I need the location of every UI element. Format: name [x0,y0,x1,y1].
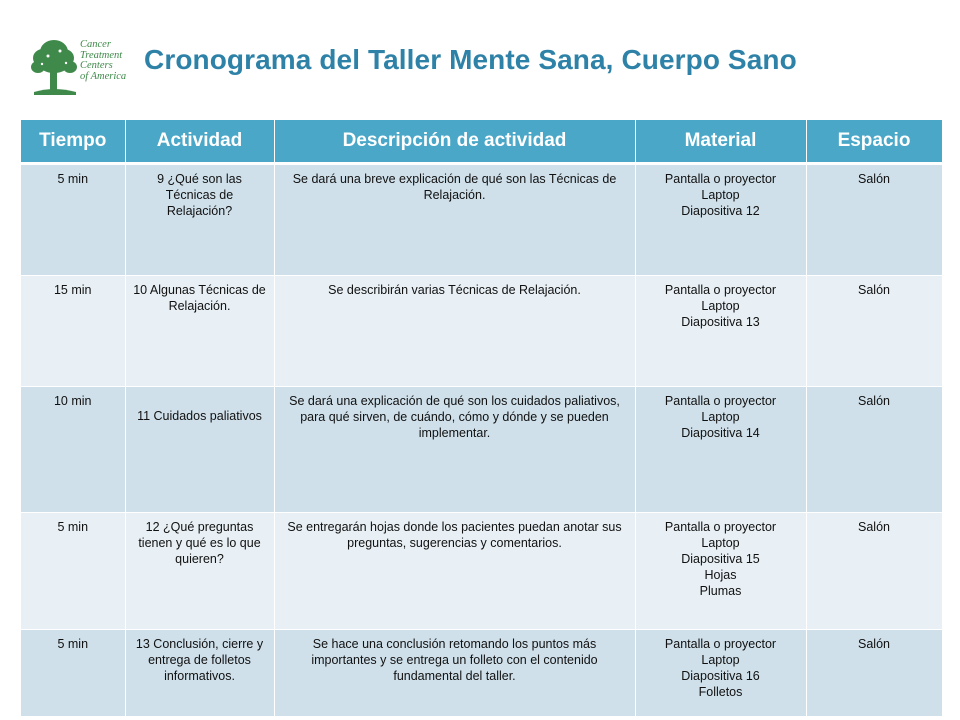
cell-tiempo: 15 min [21,276,125,387]
cell-actividad: 10 Algunas Técnicas de Relajación. [125,276,274,387]
material-item: Pantalla o proyector [664,520,777,534]
cell-tiempo: 10 min [21,387,125,513]
material-item: Plumas [699,584,742,598]
cell-material [635,387,806,513]
organization-logo [28,34,138,100]
cell-tiempo: 5 min [21,164,125,276]
material-item: Laptop [701,536,740,550]
material-item: Pantalla o proyector [664,637,777,651]
material-item: Diapositiva 16 [681,669,760,683]
material-item: Diapositiva 15 [681,552,760,566]
header-material: Material [635,120,806,164]
cell-descripcion: Se describirán varias Técnicas de Relajación. [274,276,635,387]
table-header-row [21,120,942,164]
material-item: Laptop [701,653,740,667]
cell-descripcion: Se entregarán hojas donde los pacientes puedan anotar sus preguntas, sugerencias y comentarios. [274,513,635,630]
material-item: Laptop [701,410,740,424]
cell-descripcion: Se hace una conclusión retomando los puntos más importantes y se entrega un folleto con el contenido fundamental del taller. [274,630,635,717]
material-item: Pantalla o proyector [664,394,777,408]
table-row [21,630,942,717]
cell-espacio: Salón [806,513,942,630]
material-item: Folletos [698,685,743,699]
logo-text: Cancer Treatment Centers of America [80,39,127,82]
material-item: Diapositiva 12 [681,204,760,218]
page-title: Cronograma del Taller Mente Sana, Cuerpo Sano [144,44,797,75]
cell-descripcion: Se dará una explicación de qué son los cuidados paliativos, para qué sirven, de cuándo, cómo y dónde y se pueden implementar. [274,387,635,513]
header-espacio: Espacio [806,120,942,164]
cell-tiempo: 5 min [21,630,125,717]
cell-descripcion: Se dará una breve explicación de qué son las Técnicas de Relajación. [274,164,635,276]
material-item: Diapositiva 13 [681,315,760,329]
header-descripcion: Descripción de actividad [274,120,635,164]
cell-espacio: Salón [806,387,942,513]
material-item: Laptop [701,299,740,313]
table-row [21,387,942,513]
cell-actividad: 11 Cuidados paliativos [125,387,274,513]
material-item: Laptop [701,188,740,202]
table-row [21,276,942,387]
cell-actividad: 9 ¿Qué son las Técnicas de Relajación? [125,164,274,276]
cell-actividad: 13 Conclusión, cierre y entrega de folletos informativos. [125,630,274,717]
table-row [21,513,942,630]
cell-espacio: Salón [806,164,942,276]
table-row [21,164,942,276]
cell-material [635,276,806,387]
tree-logo-icon [28,34,80,100]
cell-espacio: Salón [806,630,942,717]
cell-espacio: Salón [806,276,942,387]
material-item: Diapositiva 14 [681,426,760,440]
material-item: Hojas [704,568,737,582]
material-item: Pantalla o proyector [664,283,777,297]
schedule-table [21,120,943,717]
cell-material [635,164,806,276]
header-tiempo: Tiempo [21,120,125,164]
cell-material [635,513,806,630]
cell-tiempo: 5 min [21,513,125,630]
cell-actividad: 12 ¿Qué preguntas tienen y qué es lo que quieren? [125,513,274,630]
cell-material [635,630,806,717]
material-item: Pantalla o proyector [664,172,777,186]
header-actividad: Actividad [125,120,274,164]
